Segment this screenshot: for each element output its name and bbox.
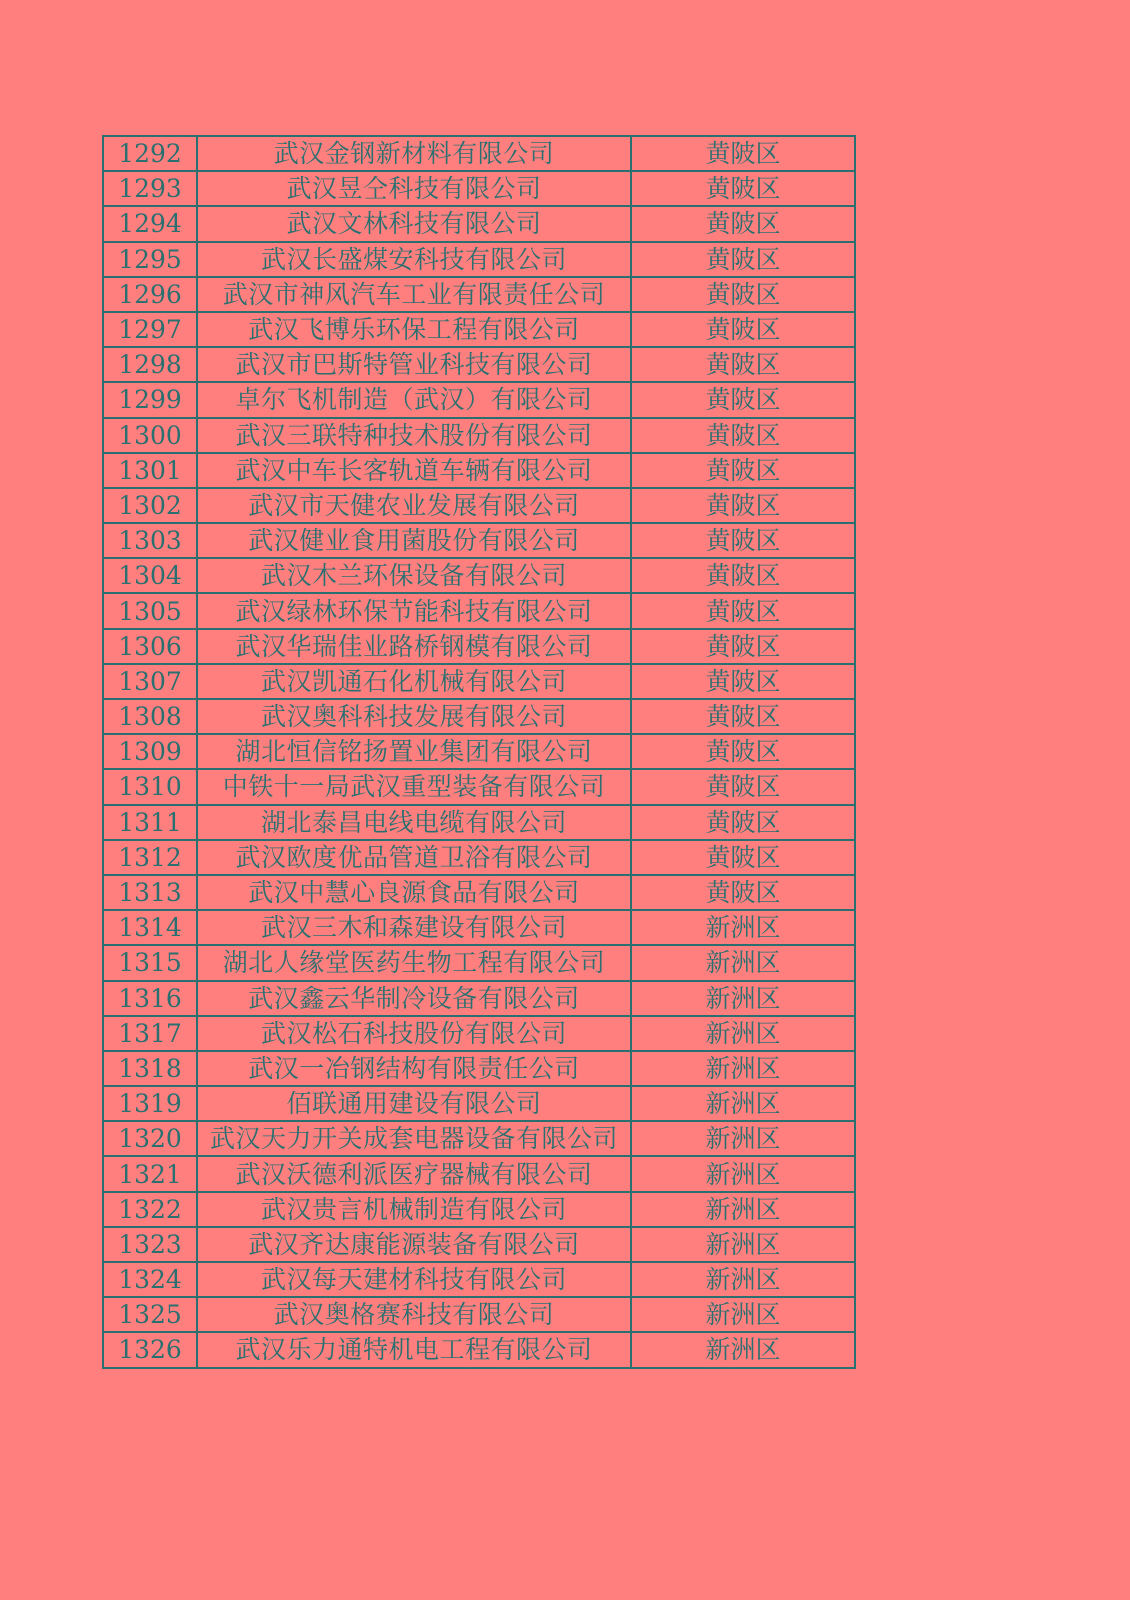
table-row	[103, 1086, 855, 1121]
row-number-cell: 1312	[103, 840, 197, 875]
table-row	[103, 593, 855, 628]
row-number-cell: 1303	[103, 523, 197, 558]
row-number-cell: 1316	[103, 981, 197, 1016]
company-name-cell: 武汉贵言机械制造有限公司	[197, 1192, 631, 1227]
row-number-cell: 1324	[103, 1262, 197, 1297]
row-number-cell: 1326	[103, 1332, 197, 1367]
table-row	[103, 840, 855, 875]
district-cell: 黄陂区	[631, 875, 855, 910]
company-name-cell: 武汉金钢新材料有限公司	[197, 136, 631, 171]
company-name-cell: 武汉市神风汽车工业有限责任公司	[197, 277, 631, 312]
district-cell: 黄陂区	[631, 136, 855, 171]
company-name-cell: 卓尔飞机制造（武汉）有限公司	[197, 382, 631, 417]
table-row	[103, 347, 855, 382]
company-table-body	[103, 136, 855, 1368]
table-row	[103, 1332, 855, 1367]
company-name-cell: 武汉健业食用菌股份有限公司	[197, 523, 631, 558]
district-cell: 黄陂区	[631, 347, 855, 382]
district-cell: 新洲区	[631, 945, 855, 980]
row-number-cell: 1318	[103, 1051, 197, 1086]
company-name-cell: 武汉木兰环保设备有限公司	[197, 558, 631, 593]
row-number-cell: 1301	[103, 453, 197, 488]
table-row	[103, 945, 855, 980]
table-row	[103, 910, 855, 945]
row-number-cell: 1295	[103, 242, 197, 277]
row-number-cell: 1296	[103, 277, 197, 312]
table-row	[103, 981, 855, 1016]
table-row	[103, 523, 855, 558]
district-cell: 黄陂区	[631, 277, 855, 312]
district-cell: 新洲区	[631, 1192, 855, 1227]
company-name-cell: 武汉三木和森建设有限公司	[197, 910, 631, 945]
district-cell: 新洲区	[631, 1262, 855, 1297]
company-name-cell: 武汉松石科技股份有限公司	[197, 1016, 631, 1051]
row-number-cell: 1317	[103, 1016, 197, 1051]
company-name-cell: 武汉乐力通特机电工程有限公司	[197, 1332, 631, 1367]
district-cell: 新洲区	[631, 1016, 855, 1051]
table-row	[103, 382, 855, 417]
company-name-cell: 武汉市巴斯特管业科技有限公司	[197, 347, 631, 382]
company-name-cell: 武汉中车长客轨道车辆有限公司	[197, 453, 631, 488]
row-number-cell: 1311	[103, 805, 197, 840]
company-name-cell: 武汉飞博乐环保工程有限公司	[197, 312, 631, 347]
table-row	[103, 805, 855, 840]
table-row	[103, 1227, 855, 1262]
company-name-cell: 武汉绿林环保节能科技有限公司	[197, 593, 631, 628]
district-cell: 黄陂区	[631, 805, 855, 840]
district-cell: 黄陂区	[631, 382, 855, 417]
company-name-cell: 湖北泰昌电线电缆有限公司	[197, 805, 631, 840]
table-row	[103, 1156, 855, 1191]
row-number-cell: 1297	[103, 312, 197, 347]
table-row	[103, 769, 855, 804]
row-number-cell: 1308	[103, 699, 197, 734]
table-row	[103, 171, 855, 206]
company-name-cell: 武汉华瑞佳业路桥钢模有限公司	[197, 629, 631, 664]
district-cell: 黄陂区	[631, 664, 855, 699]
table-row	[103, 1016, 855, 1051]
table-row	[103, 277, 855, 312]
row-number-cell: 1300	[103, 418, 197, 453]
table-row	[103, 312, 855, 347]
district-cell: 黄陂区	[631, 242, 855, 277]
company-name-cell: 武汉奥格赛科技有限公司	[197, 1297, 631, 1332]
district-cell: 新洲区	[631, 1332, 855, 1367]
row-number-cell: 1310	[103, 769, 197, 804]
company-name-cell: 湖北恒信铭扬置业集团有限公司	[197, 734, 631, 769]
table-row	[103, 664, 855, 699]
district-cell: 黄陂区	[631, 769, 855, 804]
row-number-cell: 1302	[103, 488, 197, 523]
district-cell: 黄陂区	[631, 558, 855, 593]
company-table	[102, 135, 856, 1369]
row-number-cell: 1325	[103, 1297, 197, 1332]
table-row	[103, 1192, 855, 1227]
row-number-cell: 1293	[103, 171, 197, 206]
district-cell: 黄陂区	[631, 523, 855, 558]
row-number-cell: 1320	[103, 1121, 197, 1156]
row-number-cell: 1292	[103, 136, 197, 171]
row-number-cell: 1309	[103, 734, 197, 769]
district-cell: 新洲区	[631, 1086, 855, 1121]
table-row	[103, 418, 855, 453]
row-number-cell: 1314	[103, 910, 197, 945]
district-cell: 黄陂区	[631, 418, 855, 453]
row-number-cell: 1307	[103, 664, 197, 699]
district-cell: 黄陂区	[631, 312, 855, 347]
company-name-cell: 武汉欧度优品管道卫浴有限公司	[197, 840, 631, 875]
district-cell: 黄陂区	[631, 593, 855, 628]
row-number-cell: 1299	[103, 382, 197, 417]
company-name-cell: 武汉一冶钢结构有限责任公司	[197, 1051, 631, 1086]
table-row	[103, 558, 855, 593]
company-name-cell: 武汉凯通石化机械有限公司	[197, 664, 631, 699]
row-number-cell: 1321	[103, 1156, 197, 1191]
table-row	[103, 1121, 855, 1156]
company-name-cell: 佰联通用建设有限公司	[197, 1086, 631, 1121]
table-row	[103, 1297, 855, 1332]
company-name-cell: 武汉昱仝科技有限公司	[197, 171, 631, 206]
company-name-cell: 中铁十一局武汉重型装备有限公司	[197, 769, 631, 804]
table-row	[103, 242, 855, 277]
company-name-cell: 武汉沃德利派医疗器械有限公司	[197, 1156, 631, 1191]
district-cell: 黄陂区	[631, 734, 855, 769]
company-name-cell: 武汉中慧心良源食品有限公司	[197, 875, 631, 910]
row-number-cell: 1322	[103, 1192, 197, 1227]
row-number-cell: 1294	[103, 206, 197, 241]
table-row	[103, 488, 855, 523]
district-cell: 黄陂区	[631, 699, 855, 734]
table-row	[103, 453, 855, 488]
company-name-cell: 武汉齐达康能源装备有限公司	[197, 1227, 631, 1262]
table-row	[103, 629, 855, 664]
district-cell: 黄陂区	[631, 453, 855, 488]
district-cell: 黄陂区	[631, 171, 855, 206]
company-name-cell: 武汉市天健农业发展有限公司	[197, 488, 631, 523]
table-row	[103, 1051, 855, 1086]
district-cell: 新洲区	[631, 1297, 855, 1332]
district-cell: 黄陂区	[631, 629, 855, 664]
district-cell: 新洲区	[631, 1121, 855, 1156]
row-number-cell: 1305	[103, 593, 197, 628]
district-cell: 新洲区	[631, 1227, 855, 1262]
district-cell: 新洲区	[631, 1051, 855, 1086]
district-cell: 新洲区	[631, 1156, 855, 1191]
table-row	[103, 875, 855, 910]
company-name-cell: 武汉长盛煤安科技有限公司	[197, 242, 631, 277]
table-row	[103, 136, 855, 171]
company-name-cell: 武汉奥科科技发展有限公司	[197, 699, 631, 734]
row-number-cell: 1315	[103, 945, 197, 980]
company-name-cell: 湖北人缘堂医药生物工程有限公司	[197, 945, 631, 980]
row-number-cell: 1298	[103, 347, 197, 382]
district-cell: 黄陂区	[631, 206, 855, 241]
district-cell: 新洲区	[631, 981, 855, 1016]
district-cell: 新洲区	[631, 910, 855, 945]
row-number-cell: 1306	[103, 629, 197, 664]
company-name-cell: 武汉每天建材科技有限公司	[197, 1262, 631, 1297]
row-number-cell: 1304	[103, 558, 197, 593]
table-row	[103, 734, 855, 769]
table-row	[103, 699, 855, 734]
district-cell: 黄陂区	[631, 488, 855, 523]
row-number-cell: 1319	[103, 1086, 197, 1121]
company-name-cell: 武汉三联特种技术股份有限公司	[197, 418, 631, 453]
district-cell: 黄陂区	[631, 840, 855, 875]
row-number-cell: 1313	[103, 875, 197, 910]
table-row	[103, 1262, 855, 1297]
company-name-cell: 武汉鑫云华制冷设备有限公司	[197, 981, 631, 1016]
company-name-cell: 武汉文林科技有限公司	[197, 206, 631, 241]
row-number-cell: 1323	[103, 1227, 197, 1262]
table-row	[103, 206, 855, 241]
company-name-cell: 武汉天力开关成套电器设备有限公司	[197, 1121, 631, 1156]
